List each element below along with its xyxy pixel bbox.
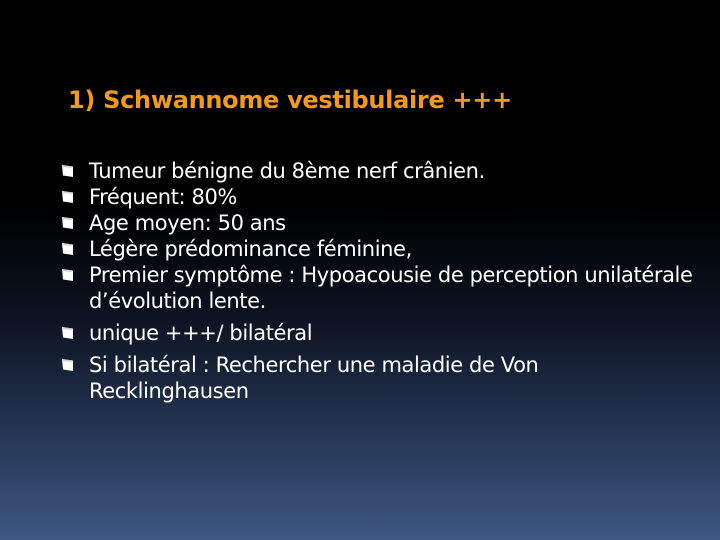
square-bullet-icon: [62, 327, 73, 339]
square-bullet-icon: [62, 359, 73, 371]
bullet-list: [62, 158, 702, 410]
square-bullet-icon: [62, 217, 73, 229]
list-item: [62, 210, 702, 236]
bullet-text: Si bilatéral : Rechercher une maladie de Von Recklinghausen: [89, 353, 539, 403]
bullet-text: Premier symptôme : Hypoacousie de perception unilatérale d’évolution lente.: [89, 263, 693, 313]
bullet-text: Age moyen: 50 ans: [89, 211, 286, 235]
bullet-text: Tumeur bénigne du 8ème nerf crânien.: [89, 159, 485, 183]
list-item: [62, 158, 702, 184]
list-item: [62, 184, 702, 210]
bullet-text: Légère prédominance féminine,: [89, 237, 412, 261]
list-item: [62, 352, 702, 404]
list-item: [62, 262, 702, 314]
square-bullet-icon: [62, 269, 73, 281]
square-bullet-icon: [62, 243, 73, 255]
square-bullet-icon: [62, 191, 73, 203]
list-item: [62, 320, 702, 346]
list-item: [62, 236, 702, 262]
bullet-text: unique +++/ bilatéral: [89, 321, 313, 345]
square-bullet-icon: [62, 165, 73, 177]
slide-title: 1) Schwannome vestibulaire +++: [68, 86, 512, 114]
bullet-text: Fréquent: 80%: [89, 185, 237, 209]
